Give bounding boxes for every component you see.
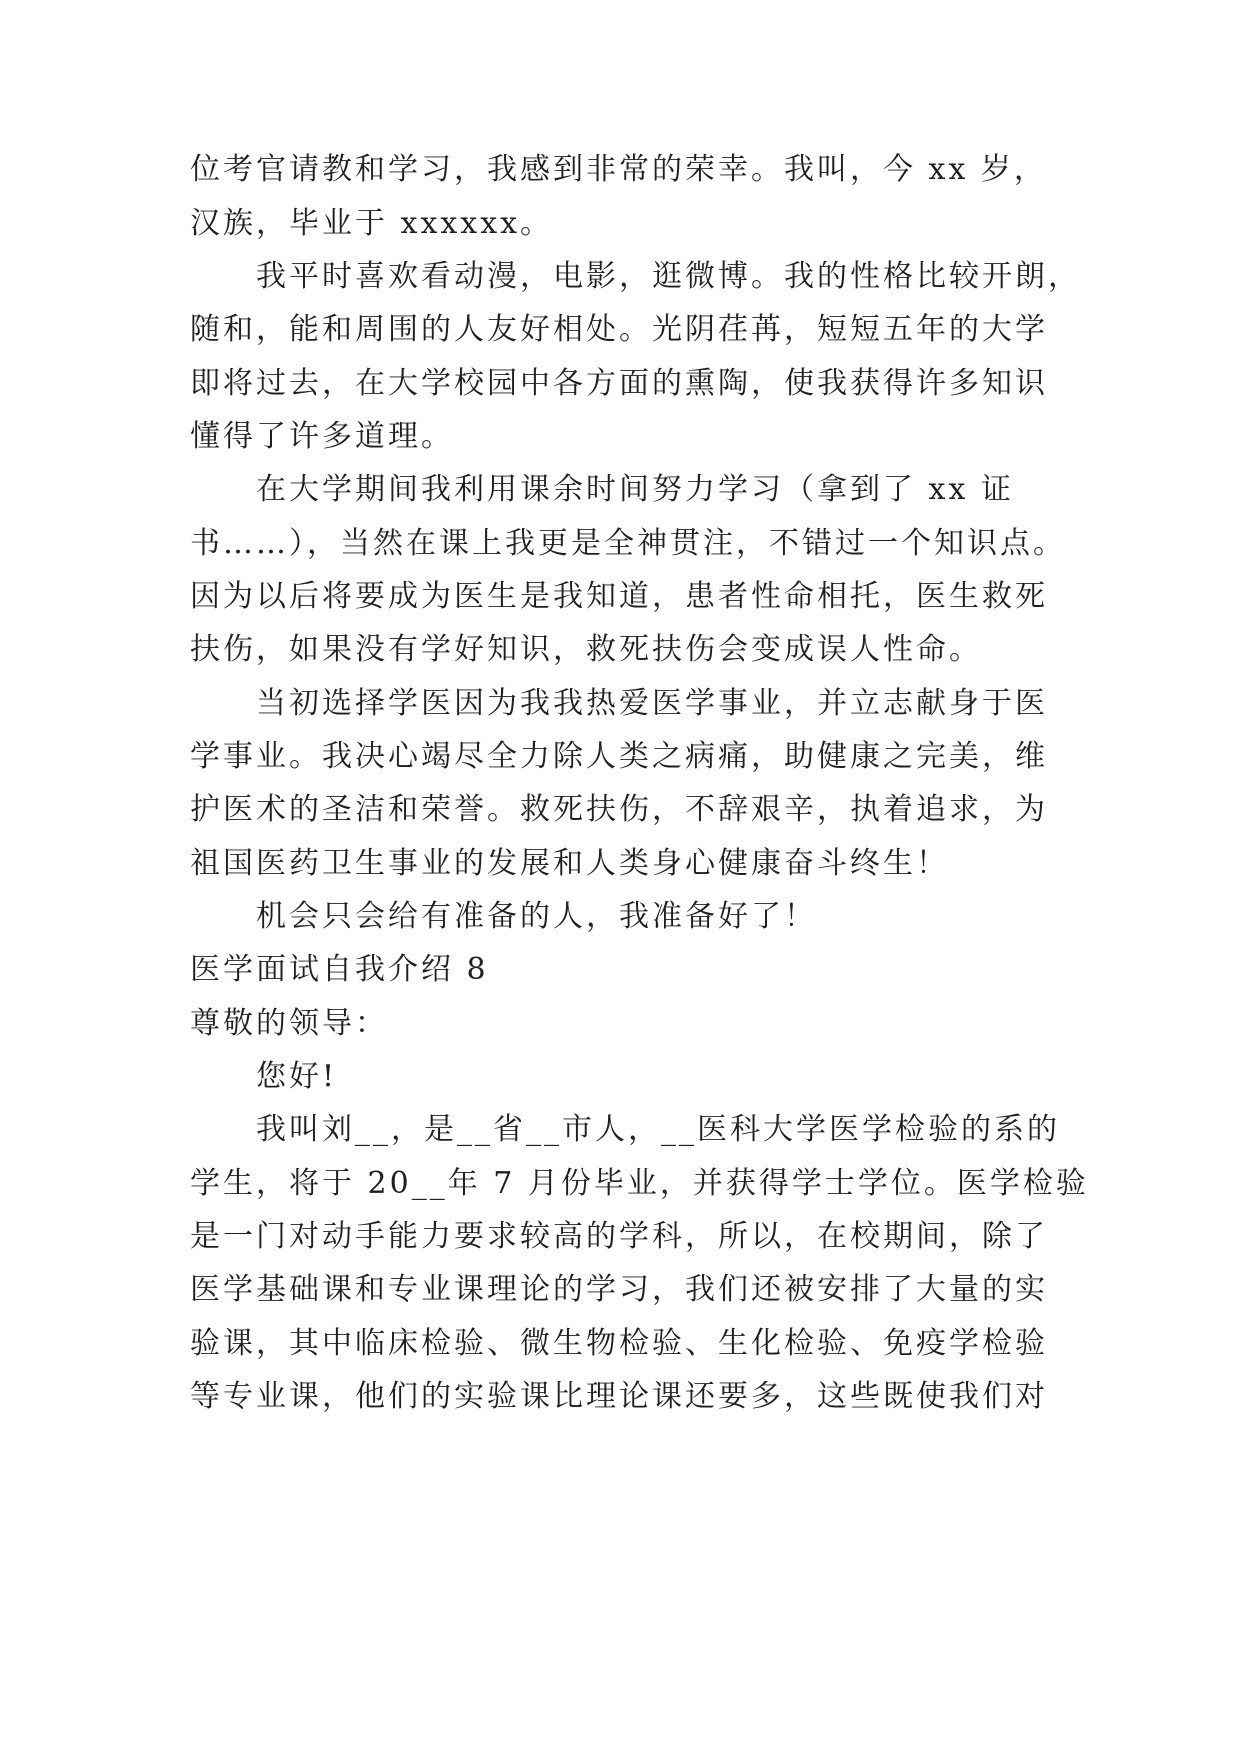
text-line: 懂得了许多道理。 (190, 419, 454, 454)
text-line: 是一门对动手能力要求较高的学科，所以，在校期间，除了 (190, 1219, 1048, 1254)
text-line: 因为以后将要成为医生是我知道，患者性命相托，医生救死 (190, 579, 1048, 614)
text-line: 随和，能和周围的人友好相处。光阴荏苒，短短五年的大学 (190, 312, 1048, 347)
greeting: 您好! (256, 1059, 338, 1094)
text-line: 护医术的圣洁和荣誉。救死扶伤，不辞艰辛，执着追求，为 (190, 792, 1048, 827)
text-line: 位考官请教和学习，我感到非常的荣幸。我叫，今 xx 岁， (190, 152, 1047, 187)
text-line: 等专业课，他们的实验课比理论课还要多，这些既使我们对 (190, 1379, 1048, 1414)
text-line: 扶伤，如果没有学好知识，救死扶伤会变成误人性命。 (190, 632, 982, 667)
text-line: 祖国医药卫生事业的发展和人类身心健康奋斗终生！ (190, 846, 949, 881)
paragraph-start-line: 机会只会给有准备的人，我准备好了！ (256, 899, 817, 934)
text-line: 医学基础课和专业课理论的学习，我们还被安排了大量的实 (190, 1272, 1048, 1307)
text-line: 即将过去，在大学校园中各方面的熏陶，使我获得许多知识 (190, 366, 1048, 401)
salutation: 尊敬的领导： (190, 1006, 388, 1041)
section-heading: 医学面试自我介绍 8 (190, 952, 489, 987)
paragraph-start-line: 当初选择学医因为我我热爱医学事业，并立志献身于医 (256, 686, 1048, 721)
paragraph-start-line: 在大学期间我利用课余时间努力学习（拿到了 xx 证 (256, 472, 1014, 507)
text-line: 学事业。我决心竭尽全力除人类之病痛，助健康之完美，维 (190, 739, 1048, 774)
text-line: 学生，将于 20__年 7 月份毕业，并获得学士学位。医学检验 (190, 1166, 1089, 1201)
paragraph-start-line: 我平时喜欢看动漫，电影，逛微博。我的性格比较开朗， (256, 259, 1081, 294)
text-line: 书……），当然在课上我更是全神贯注，不错过一个知识点。 (190, 526, 1066, 561)
paragraph-start-line: 我叫刘__，是__省__市人，__医科大学医学检验的系的 (256, 1112, 1060, 1147)
text-line: 验课，其中临床检验、微生物检验、生化检验、免疫学检验 (190, 1326, 1048, 1361)
text-line: 汉族，毕业于 xxxxxx。 (190, 206, 554, 241)
